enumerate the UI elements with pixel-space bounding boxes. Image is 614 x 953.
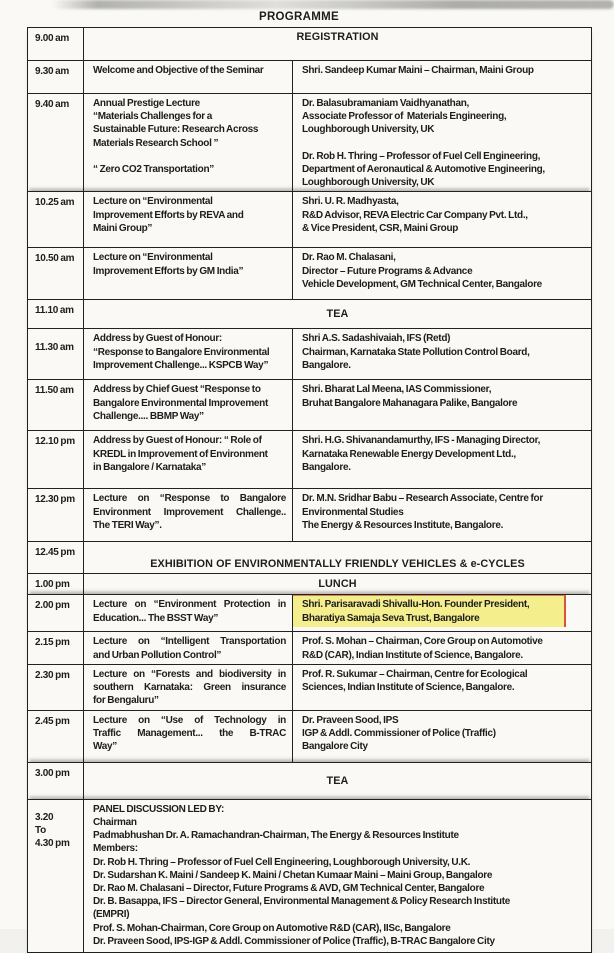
speaker-cell: Dr. Rao M. Chalasani, Director – Future Programs & Advance Vehicle Development, GM Technical Center, Bangalore <box>302 252 542 290</box>
table-row-teri-lecture <box>28 488 591 541</box>
table-row-transportation-lecture <box>28 631 591 663</box>
banner-lunch: LUNCH <box>318 578 357 591</box>
table-row-tea-afternoon <box>28 762 591 799</box>
banner-registration: REGISTRATION <box>296 31 379 43</box>
table-row-lunch <box>28 573 591 594</box>
table-row-panel-discussion <box>28 799 591 952</box>
topic-cell: Lecture on “Use of Technology in Traffic Management... the B-TRAC Way” <box>84 711 293 762</box>
table-row-welcome <box>28 60 591 93</box>
programme-table <box>27 27 592 953</box>
table-row-gm-lecture <box>28 247 591 299</box>
time-cell: 12.30 pm <box>28 489 84 541</box>
topic-cell: Address by Chief Guest “Response to Bangalore Environmental Improvement Challenge.... BBMP Way” <box>84 380 293 430</box>
table-row-bbmp-address <box>28 379 591 430</box>
speaker-cell-highlighted <box>293 595 591 631</box>
table-row-kredl-address <box>28 430 591 488</box>
time-cell: 10.50 am <box>28 248 84 299</box>
speaker-cell: Shri A.S. Sadashivaiah, IFS (Retd) Chairman, Karnataka State Pollution Control Board, Bangalore. <box>302 333 530 371</box>
time-cell: 11.10 am <box>28 300 84 328</box>
table-row-registration <box>28 28 591 60</box>
table-row-bsst-lecture <box>28 594 591 631</box>
table-row-btrac-lecture <box>28 710 591 762</box>
topic-cell: Lecture on “Environmental Improvement Efforts by GM India” <box>84 248 293 299</box>
time-cell: 9.30 am <box>28 61 84 93</box>
table-row-tea-morning <box>28 299 591 328</box>
time-cell: 1.00 pm <box>28 574 84 594</box>
speaker-cell: Dr. Balasubramaniam Vaidhyanathan, Associate Professor of Materials Engineering, Loughborough University, UK Dr. Rob H. Thring – Professor of Fuel Cell Engineering, Department of Aeronautical & Automotive Engineering, Loughborough University, UK <box>302 98 545 189</box>
topic-cell: Lecture on “Forests and biodiversity in southern Karnataka: Green insurance for Bengaluru” <box>84 665 293 710</box>
table-row-kspcb-address <box>28 328 591 379</box>
time-cell: 9.40 am <box>28 94 84 191</box>
speaker-cell: Dr. Praveen Sood, IPS IGP & Addl. Commissioner of Police (Traffic) Bangalore City <box>302 714 496 753</box>
speaker-cell: Prof. R. Sukumar – Chairman, Centre for Ecological Sciences, Indian Institute of Science, Bangalore. <box>302 668 528 694</box>
speaker-cell: Shri. Bharat Lal Meena, IAS Commissioner, Bruhat Bangalore Mahanagara Palike, Bangalore <box>302 384 518 409</box>
table-row-prestige-lecture <box>28 93 591 191</box>
time-cell: 3.00 pm <box>28 763 84 799</box>
topic-cell: Lecture on “Response to Bangalore Environment Improvement Challenge.. The TERI Way”. <box>84 489 293 541</box>
topic-cell: Address by Guest of Honour: “Response to Bangalore Environmental Improvement Challenge... KSPCB Way” <box>84 329 293 379</box>
banner-tea: TEA <box>326 308 349 321</box>
table-row-forests-lecture <box>28 664 591 710</box>
time-cell: 12.10 pm <box>28 431 84 488</box>
scan-artifact-band <box>52 0 614 9</box>
time-cell: 2.45 pm <box>28 711 84 762</box>
time-cell: 10.25 am <box>28 192 84 247</box>
topic-cell: Lecture on “Environment Protection in Education... The BSST Way” <box>84 595 293 631</box>
page-title: PROGRAMME <box>258 11 339 23</box>
banner-tea-afternoon: TEA <box>326 774 349 787</box>
speaker-cell: Shri. H.G. Shivanandamurthy, IFS - Managing Director, Karnataka Renewable Energy Development Ltd., Bangalore. <box>302 435 541 473</box>
time-cell: 2.00 pm <box>28 595 84 631</box>
highlight-marker: Shri. Parisaravadi Shivallu-Hon. Founder President, Bharatiya Samaja Seva Trust, Bangalore <box>293 595 566 626</box>
speaker-cell: Prof. S. Mohan – Chairman, Core Group on Automotive R&D (CAR), Indian Institute of Science, Bangalore. <box>302 636 543 661</box>
time-cell: 3.20 To 4.30 pm <box>28 800 84 952</box>
topic-cell: Welcome and Objective of the Seminar <box>84 61 293 93</box>
time-cell: 11.50 am <box>28 380 84 430</box>
time-cell: 2.30 pm <box>28 665 84 710</box>
topic-cell: Annual Prestige Lecture “Materials Challenges for a Sustainable Future: Research Across Materials Research School ” “ Zero CO2 Transportation” <box>84 94 293 191</box>
time-cell: 12.45 pm <box>28 542 84 573</box>
panel-discussion-cell: PANEL DISCUSSION LED BY: Chairman Padmabhushan Dr. A. Ramachandran-Chairman, The Energy & Resources Institute Members: Dr. Rob H. Thring – Professor of Fuel Cell Engineering, Loughborough University, U.K. Dr. Sudarshan K. Maini / Sandeep K. Maini / Chetan Kumaar Maini – Maini Group, Bangalore Dr. Rao M. Chalasani – Director, Future Programs & AVD, GM Technical Center, Bangalore Dr. B. Basappa, IFS – Director General, Environmental Management & Policy Research Institute (EMPRI) Prof. S. Mohan-Chairman, Core Group on Automotive R&D (CAR), IISc, Bangalore Dr. Praveen Sood, IPS-IGP & Addl. Commissioner of Police (Traffic), B-TRAC Bangalore City <box>93 803 511 947</box>
topic-cell: Lecture on “Environmental Improvement Efforts by REVA and Maini Group” <box>84 192 293 247</box>
time-cell: 9.00 am <box>28 28 84 60</box>
table-row-reva-lecture <box>28 191 591 247</box>
topic-cell: Lecture on “Intelligent Transportation and Urban Pollution Control” <box>84 632 293 663</box>
speaker-cell: Shri. U. R. Madhyasta, R&D Advisor, REVA Electric Car Company Pvt. Ltd., & Vice President, CSR, Maini Group <box>302 196 528 234</box>
table-row-exhibition <box>28 541 591 573</box>
time-cell: 11.30 am <box>28 329 84 379</box>
topic-cell: Address by Guest of Honour: “ Role of KREDL in Improvement of Environment in Bangalore / Karnataka” <box>84 431 293 488</box>
time-cell: 2.15 pm <box>28 632 84 663</box>
banner-exhibition: EXHIBITION OF ENVIRONMENTALLY FRIENDLY VEHICLES & e-CYCLES <box>150 558 525 571</box>
speaker-cell: Dr. M.N. Sridhar Babu – Research Associate, Centre for Environmental Studies The Energy & Resources Institute, Bangalore. <box>302 493 543 531</box>
speaker-cell: Shri. Sandeep Kumar Maini – Chairman, Maini Group <box>302 65 534 76</box>
